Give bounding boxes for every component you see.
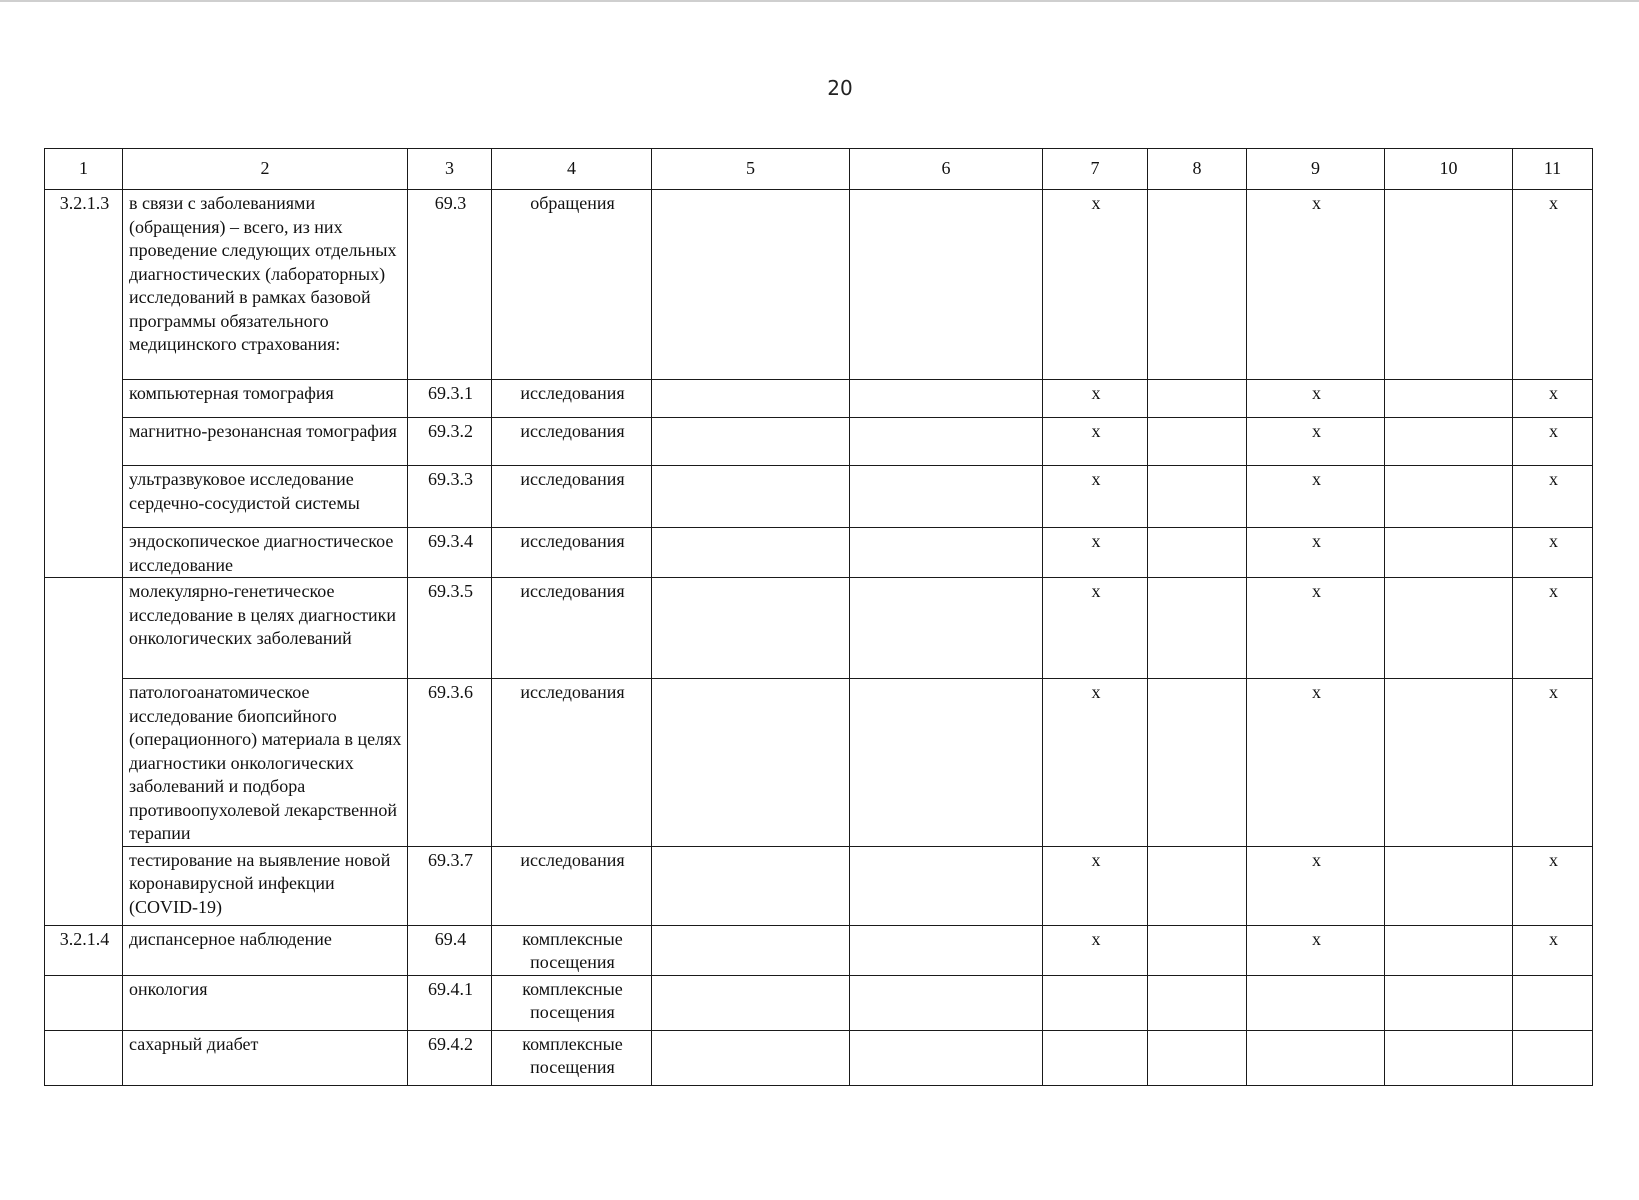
col7-cell (1043, 975, 1148, 1030)
row-name: магнитно-резонансная томография (123, 418, 408, 466)
col6-cell (850, 679, 1043, 847)
col9-cell: х (1247, 418, 1385, 466)
row-number: 69.3.3 (408, 466, 492, 528)
col8-cell (1148, 975, 1247, 1030)
row-number: 69.3.6 (408, 679, 492, 847)
header-cell: 2 (123, 149, 408, 190)
col9-cell: х (1247, 679, 1385, 847)
col11-cell: х (1513, 578, 1593, 679)
row-name: онкология (123, 975, 408, 1030)
table-row (45, 578, 1593, 679)
col10-cell (1385, 380, 1513, 418)
table-row (45, 466, 1593, 528)
row-code (45, 1030, 123, 1085)
col6-cell (850, 925, 1043, 975)
col8-cell (1148, 578, 1247, 679)
column-number-row (45, 149, 1593, 190)
row-name: эндоскопическое диагностическое исследование (123, 528, 408, 578)
row-unit: исследования (492, 679, 652, 847)
statistics-table (44, 148, 1593, 1086)
row-code: 3.2.1.3 (45, 190, 123, 578)
col11-cell: х (1513, 190, 1593, 380)
row-number: 69.3.2 (408, 418, 492, 466)
row-code (45, 975, 123, 1030)
header-cell: 4 (492, 149, 652, 190)
row-unit: исследования (492, 846, 652, 925)
table-row (45, 846, 1593, 925)
col8-cell (1148, 679, 1247, 847)
col10-cell (1385, 578, 1513, 679)
col5-cell (652, 925, 850, 975)
row-name: диспансерное наблюдение (123, 925, 408, 975)
row-unit: исследования (492, 466, 652, 528)
col7-cell: х (1043, 925, 1148, 975)
row-number: 69.4.2 (408, 1030, 492, 1085)
row-unit: обращения (492, 190, 652, 380)
col8-cell (1148, 418, 1247, 466)
row-number: 69.3.4 (408, 528, 492, 578)
col5-cell (652, 846, 850, 925)
row-unit: комплексные посещения (492, 1030, 652, 1085)
col6-cell (850, 975, 1043, 1030)
header-cell: 8 (1148, 149, 1247, 190)
col6-cell (850, 418, 1043, 466)
col11-cell (1513, 1030, 1593, 1085)
col10-cell (1385, 925, 1513, 975)
col5-cell (652, 528, 850, 578)
col7-cell: х (1043, 190, 1148, 380)
col7-cell: х (1043, 418, 1148, 466)
col11-cell (1513, 975, 1593, 1030)
col7-cell (1043, 1030, 1148, 1085)
row-number: 69.3 (408, 190, 492, 380)
header-cell: 3 (408, 149, 492, 190)
col5-cell (652, 380, 850, 418)
col8-cell (1148, 925, 1247, 975)
header-cell: 6 (850, 149, 1043, 190)
col9-cell: х (1247, 380, 1385, 418)
col5-cell (652, 578, 850, 679)
row-number: 69.4 (408, 925, 492, 975)
scan-edge (0, 0, 1639, 2)
col5-cell (652, 418, 850, 466)
header-cell: 5 (652, 149, 850, 190)
row-unit: исследования (492, 528, 652, 578)
col10-cell (1385, 679, 1513, 847)
table-row (45, 418, 1593, 466)
col10-cell (1385, 975, 1513, 1030)
col9-cell: х (1247, 846, 1385, 925)
col6-cell (850, 846, 1043, 925)
col7-cell: х (1043, 528, 1148, 578)
col10-cell (1385, 846, 1513, 925)
row-code (45, 578, 123, 926)
table-row (45, 975, 1593, 1030)
row-unit: исследования (492, 380, 652, 418)
row-name: тестирование на выявление новой коронавирусной инфекции (COVID-19) (123, 846, 408, 925)
header-cell: 1 (45, 149, 123, 190)
col5-cell (652, 190, 850, 380)
row-number: 69.3.5 (408, 578, 492, 679)
col9-cell: х (1247, 528, 1385, 578)
col11-cell: х (1513, 925, 1593, 975)
col10-cell (1385, 1030, 1513, 1085)
col10-cell (1385, 466, 1513, 528)
col5-cell (652, 679, 850, 847)
col8-cell (1148, 466, 1247, 528)
row-name: компьютерная томография (123, 380, 408, 418)
col9-cell: х (1247, 925, 1385, 975)
col10-cell (1385, 190, 1513, 380)
col9-cell: х (1247, 190, 1385, 380)
col11-cell: х (1513, 846, 1593, 925)
col11-cell: х (1513, 528, 1593, 578)
row-name: сахарный диабет (123, 1030, 408, 1085)
col10-cell (1385, 418, 1513, 466)
row-unit: комплексные посещения (492, 925, 652, 975)
page-number: 20 (827, 76, 853, 100)
col8-cell (1148, 528, 1247, 578)
col9-cell (1247, 975, 1385, 1030)
col9-cell: х (1247, 578, 1385, 679)
col6-cell (850, 1030, 1043, 1085)
col5-cell (652, 466, 850, 528)
table-row (45, 528, 1593, 578)
table-row (45, 380, 1593, 418)
table-row (45, 925, 1593, 975)
row-unit: комплексные посещения (492, 975, 652, 1030)
col6-cell (850, 578, 1043, 679)
row-name: патологоанатомическое исследование биопсийного (операционного) материала в целях диагностики онкологических заболеваний и подбора противоопухолевой лекарственной терапии (123, 679, 408, 847)
col10-cell (1385, 528, 1513, 578)
row-number: 69.3.7 (408, 846, 492, 925)
col7-cell: х (1043, 578, 1148, 679)
col7-cell: х (1043, 380, 1148, 418)
row-number: 69.3.1 (408, 380, 492, 418)
row-unit: исследования (492, 578, 652, 679)
table-row (45, 679, 1593, 847)
col7-cell: х (1043, 466, 1148, 528)
col8-cell (1148, 846, 1247, 925)
col8-cell (1148, 190, 1247, 380)
col6-cell (850, 190, 1043, 380)
row-number: 69.4.1 (408, 975, 492, 1030)
col8-cell (1148, 1030, 1247, 1085)
col11-cell: х (1513, 418, 1593, 466)
col7-cell: х (1043, 846, 1148, 925)
col9-cell (1247, 1030, 1385, 1085)
row-name: ультразвуковое исследование сердечно-сосудистой системы (123, 466, 408, 528)
row-name: в связи с заболеваниями (обращения) – всего, из них проведение следующих отдельных диагностических (лабораторных) исследований в рамках базовой программы обязательного медицинского страхования: (123, 190, 408, 380)
col11-cell: х (1513, 679, 1593, 847)
col6-cell (850, 466, 1043, 528)
header-cell: 11 (1513, 149, 1593, 190)
col6-cell (850, 380, 1043, 418)
col7-cell: х (1043, 679, 1148, 847)
header-cell: 10 (1385, 149, 1513, 190)
col5-cell (652, 1030, 850, 1085)
col11-cell: х (1513, 380, 1593, 418)
row-unit: исследования (492, 418, 652, 466)
col9-cell: х (1247, 466, 1385, 528)
row-code: 3.2.1.4 (45, 925, 123, 975)
col5-cell (652, 975, 850, 1030)
col11-cell: х (1513, 466, 1593, 528)
header-cell: 7 (1043, 149, 1148, 190)
table-row (45, 1030, 1593, 1085)
row-name: молекулярно-генетическое исследование в целях диагностики онкологических заболеваний (123, 578, 408, 679)
header-cell: 9 (1247, 149, 1385, 190)
col8-cell (1148, 380, 1247, 418)
table-row (45, 190, 1593, 380)
col6-cell (850, 528, 1043, 578)
